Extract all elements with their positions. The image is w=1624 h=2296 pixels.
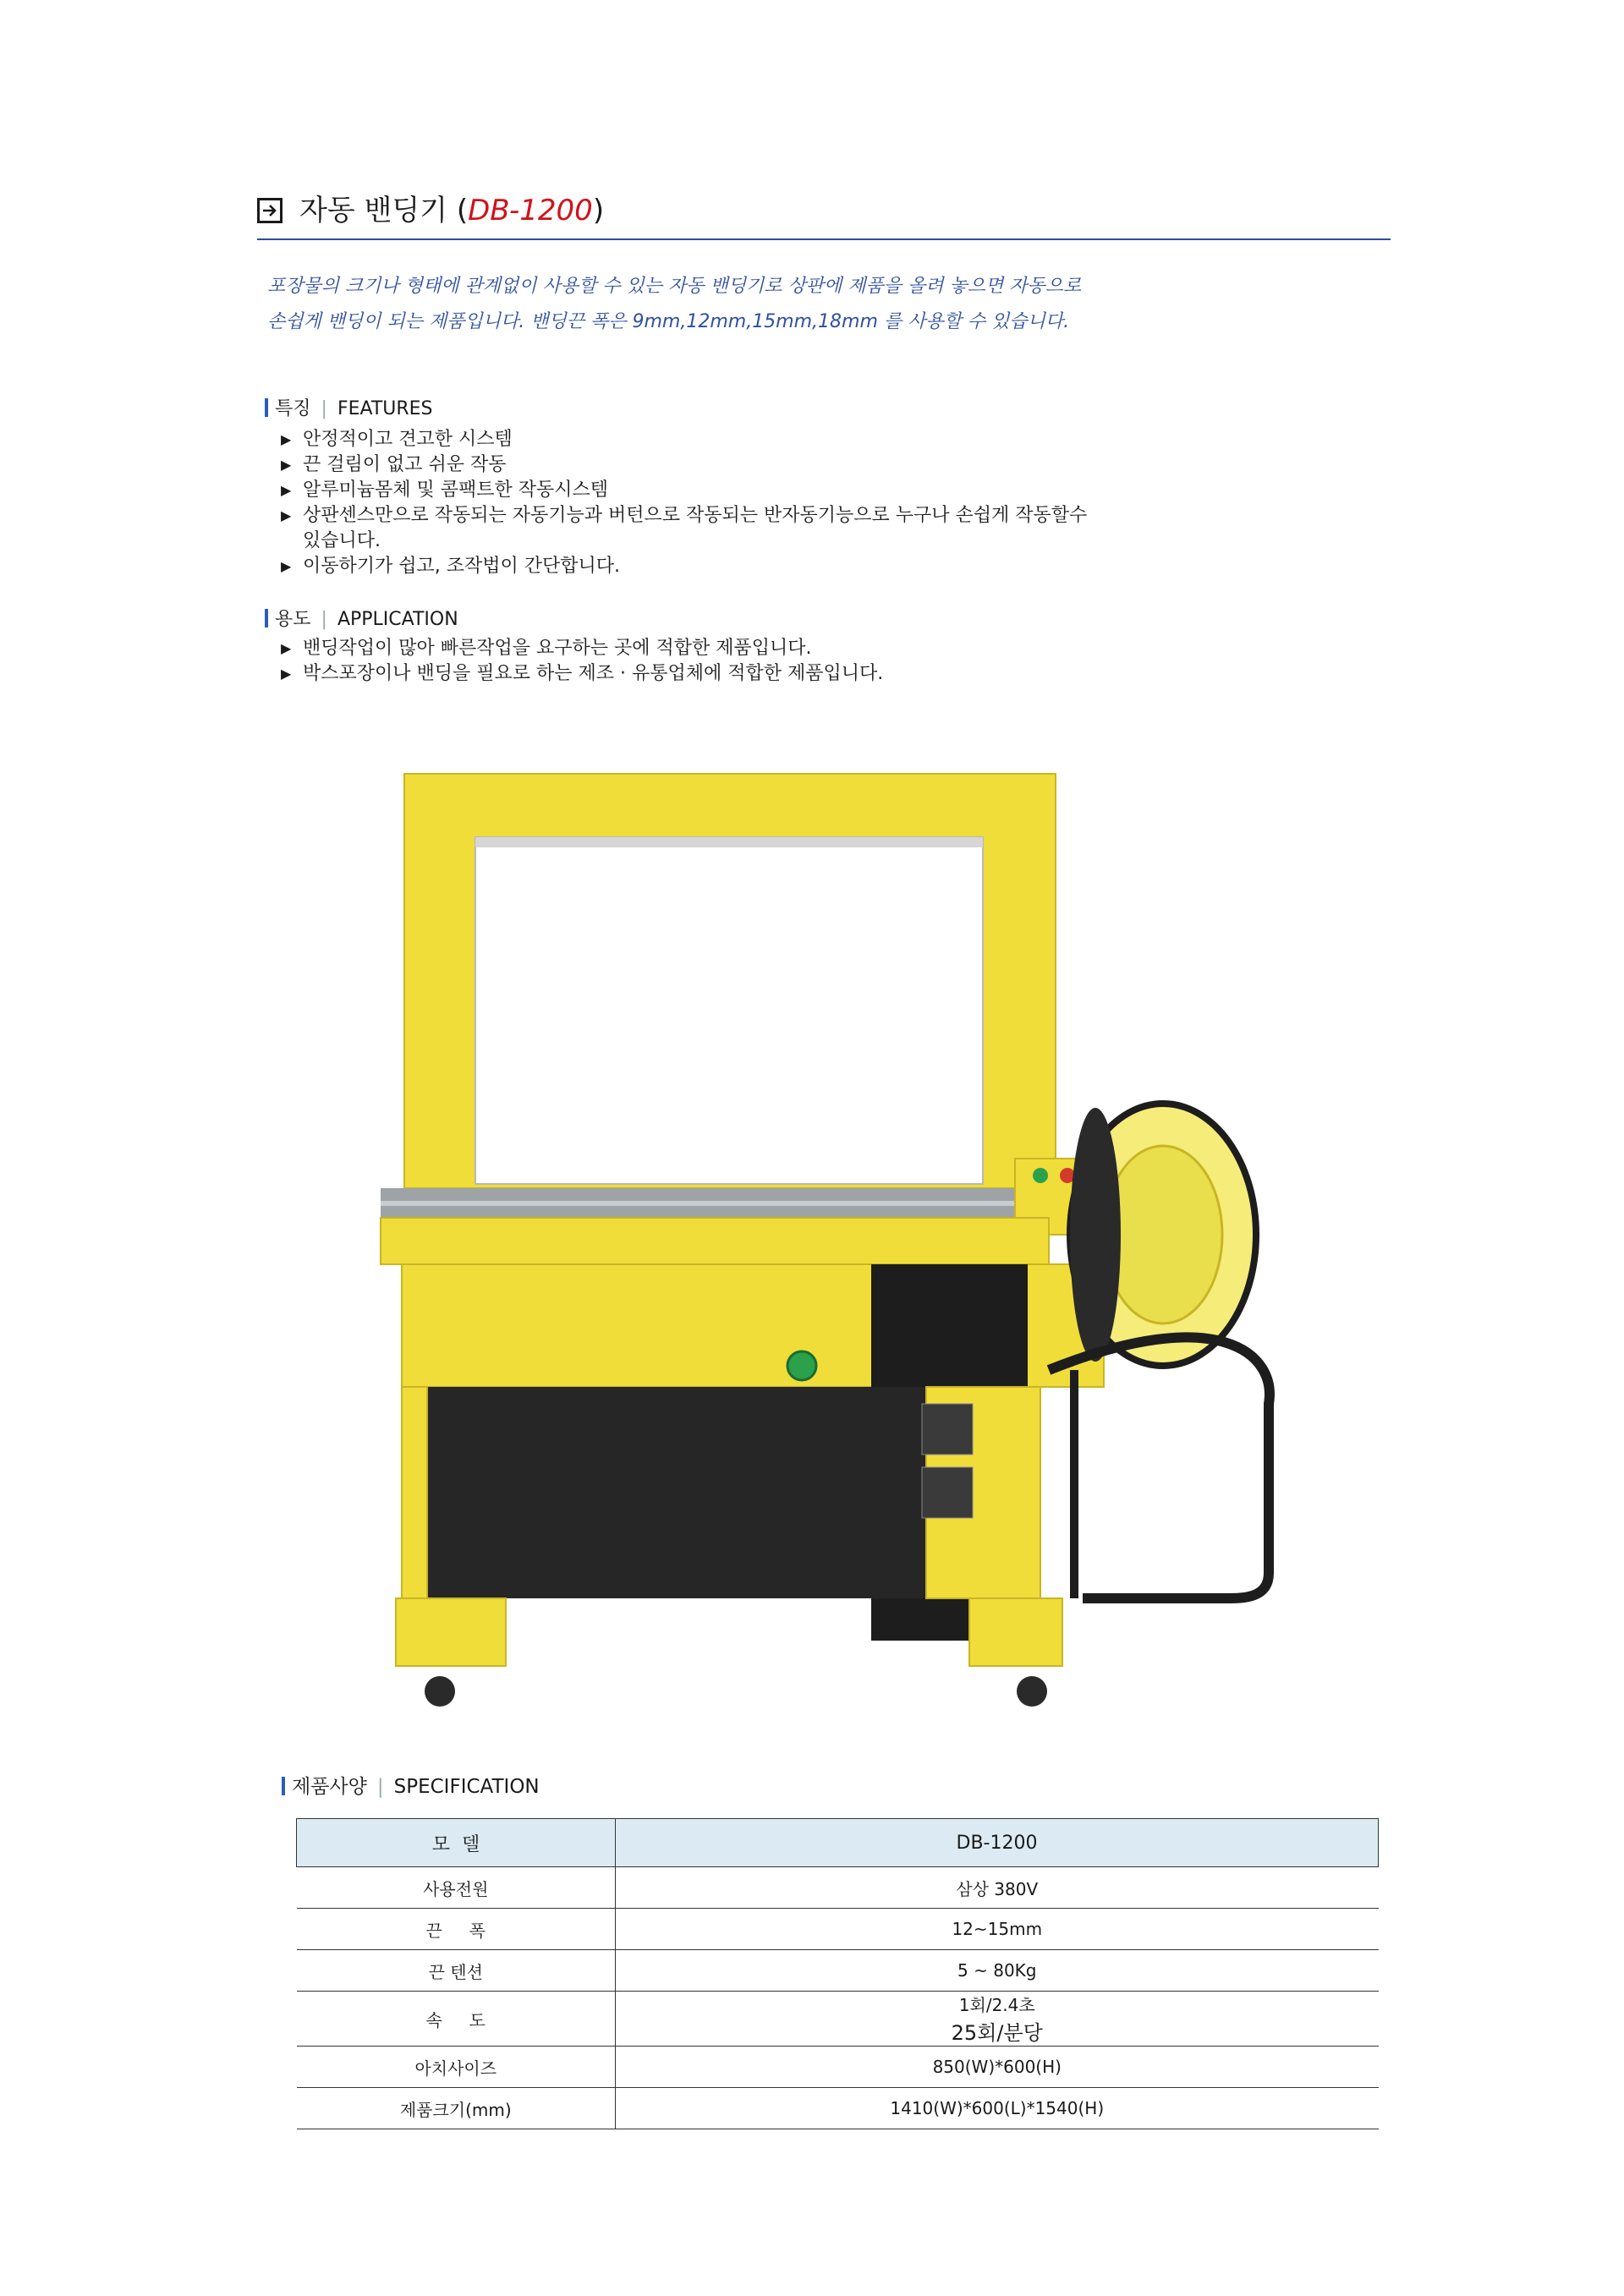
list-item: ▶ 안정적이고 견고한 시스템 xyxy=(281,427,1087,452)
spec-table xyxy=(296,1818,1379,2129)
list-item: ▶ 알루미늄몸체 및 콤팩트한 작동시스템 xyxy=(281,478,1087,503)
table-cell-label: 사용전원 xyxy=(297,1867,616,1909)
table-cell-value xyxy=(616,1992,1379,2047)
list-item-continuation: 있습니다. xyxy=(303,530,381,551)
section-bar-icon xyxy=(282,1777,285,1795)
table-header-label: 모 델 xyxy=(297,1819,616,1867)
table-cell-label: 속 도 xyxy=(297,1992,616,2047)
list-item: ▶ 밴딩작업이 많아 빠른작업을 요구하는 곳에 적합한 제품입니다. xyxy=(281,636,883,661)
intro-text xyxy=(267,269,1401,340)
table-cell-value: 12~15mm xyxy=(616,1909,1379,1950)
list-item: ▶ 이동하기가 쉽고, 조작법이 간단합니다. xyxy=(281,554,1087,579)
table-row xyxy=(297,1992,1379,2047)
table-cell-value: 850(W)*600(H) xyxy=(616,2047,1379,2088)
table-row xyxy=(297,2088,1379,2129)
table-cell-label: 아치사이즈 xyxy=(297,2047,616,2088)
page-title: 자동 밴딩기 (DB-1200) xyxy=(299,194,605,227)
table-cell-value: 5 ~ 80Kg xyxy=(616,1950,1379,1992)
intro-line-2: 손쉽게 밴딩이 되는 제품입니다. 밴딩끈 폭은 9mm,12mm,15mm,18mm 를 사용할 수 있습니다. xyxy=(267,311,1070,332)
table-header-value: DB-1200 xyxy=(616,1819,1379,1867)
section-bar-icon xyxy=(265,609,268,627)
table-cell-value: 1410(W)*600(L)*1540(H) xyxy=(616,2088,1379,2129)
table-row xyxy=(297,1909,1379,1950)
intro-line-1: 포장물의 크기나 형태에 관계없이 사용할 수 있는 자동 밴딩기로 상판에 제품을 올려 놓으면 자동으로 xyxy=(267,276,1082,297)
list-item: ▶ 상판센스만으로 작동되는 자동기능과 버턴으로 작동되는 반자동기능으로 누구나 손쉽게 작동할수 xyxy=(281,503,1087,529)
arrow-right-box-icon xyxy=(257,198,283,223)
list-item: ▶ 끈 걸림이 없고 쉬운 작동 xyxy=(281,452,1087,478)
speed-value-line-2: 25회/분당 xyxy=(951,2021,1043,2045)
features-list xyxy=(281,427,1087,579)
table-cell-label: 끈 폭 xyxy=(297,1909,616,1950)
application-list xyxy=(281,636,883,687)
title-model: DB-1200 xyxy=(468,194,593,227)
table-cell-label: 끈 텐션 xyxy=(297,1950,616,1992)
application-heading: 용도 | APPLICATION xyxy=(265,607,458,633)
speed-value-line-1: 1회/2.4초 xyxy=(958,1995,1035,2015)
spec-heading: 제품사양 | SPECIFICATION xyxy=(282,1774,540,1800)
table-row xyxy=(297,2047,1379,2088)
table-cell-value: 삼상 380V xyxy=(616,1867,1379,1909)
banding-machine-photo xyxy=(372,761,1303,1725)
title-divider xyxy=(257,238,1391,240)
table-header-row xyxy=(297,1819,1379,1867)
table-row xyxy=(297,1950,1379,1992)
section-bar-icon xyxy=(265,398,268,417)
table-cell-label: 제품크기(mm) xyxy=(297,2088,616,2129)
table-row xyxy=(297,1867,1379,1909)
page-title-row xyxy=(257,191,1391,237)
list-item: ▶ 박스포장이나 밴딩을 필요로 하는 제조 · 유통업체에 적합한 제품입니다. xyxy=(281,661,883,687)
features-heading: 특징 | FEATURES xyxy=(265,397,433,422)
